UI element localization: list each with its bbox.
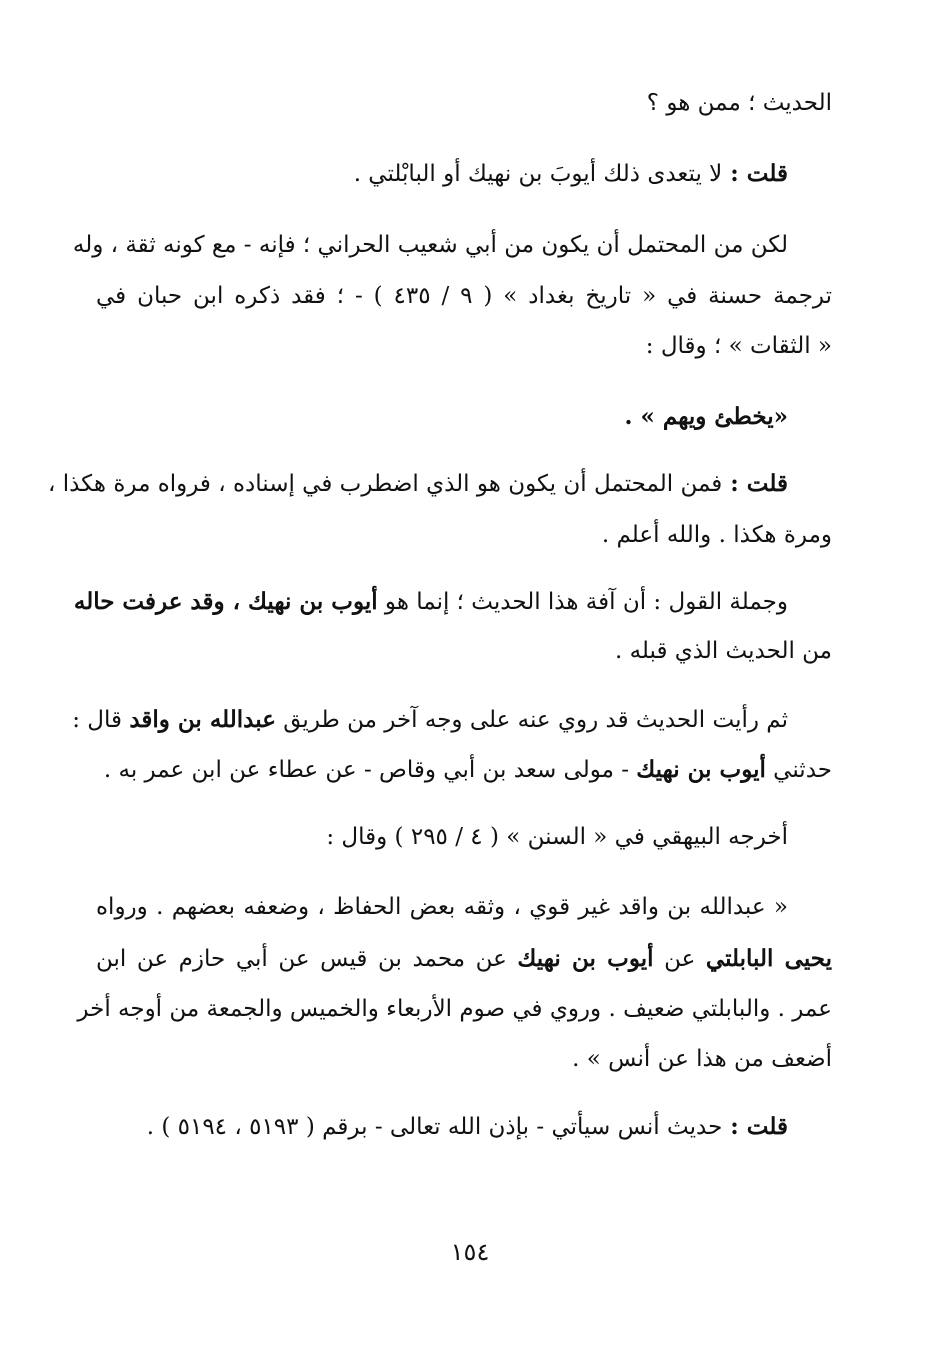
text-line-11 — [72, 703, 788, 737]
text-line-8 — [602, 518, 832, 552]
line-11-part-c: قال : — [72, 707, 130, 733]
line-9-part-a: وجملة القول : أن آفة هذا الحديث ؛ إنما هو — [377, 589, 788, 615]
line-9-part-c: ، وقد عرفت حاله — [73, 588, 249, 615]
line-12-part-c: - مولى سعد بن أبي وقاص - عن عطاء عن ابن عمر به . — [103, 757, 637, 783]
line-10-text: من الحديث الذي قبله . — [614, 638, 832, 664]
text-line-9 — [73, 585, 788, 619]
line-2-text: لا يتعدى ذلك أيوبَ بن نهيك أو البابْلتي . — [353, 161, 723, 187]
text-line-14 — [96, 890, 788, 924]
line-15-bold-name-2: أيوب بن نهيك — [517, 945, 654, 972]
text-line-4 — [96, 279, 832, 313]
line-15-part-b: عن — [653, 946, 706, 972]
line-12-part-a: حدثني — [765, 757, 832, 783]
line-11-part-a: ثم رأيت الحديث قد روي عنه على وجه آخر من طريق — [275, 707, 788, 733]
text-line-3 — [72, 228, 788, 262]
text-line-7 — [47, 467, 788, 501]
line-3-text: لكن من المحتمل أن يكون من أبي شعيب الحراني ؛ فإنه - مع كونه ثقة ، وله — [72, 232, 788, 258]
text-line-12 — [104, 753, 832, 787]
line-18-text: حديث أنس سيأتي - بإذن الله تعالى - برقم ( ٥١٩٣ ، ٥١٩٤ ) . — [146, 1114, 723, 1140]
line-13-text: أخرجه البيهقي في « السنن » ( ٤ / ٢٩٥ ) وقال : — [326, 824, 788, 850]
line-4-text: ترجمة حسنة في « تاريخ بغداد » ( ٩ / ٤٣٥ ) - ؛ فقد ذكره ابن حبان في — [96, 283, 833, 309]
line-7-text: فمن المحتمل أن يكون هو الذي اضطرب في إسناده ، فرواه مرة هكذا ، — [47, 471, 723, 497]
text-line-6 — [625, 400, 788, 434]
line-5-text: « الثقات » ؛ وقال : — [645, 333, 832, 359]
qultu-label: قلت : — [722, 160, 788, 187]
text-line-13 — [326, 820, 788, 854]
page-number: ١٥٤ — [450, 1238, 490, 1266]
text-line-5 — [646, 329, 832, 363]
qultu-label: قلت : — [722, 1113, 788, 1140]
text-line-2 — [354, 157, 788, 191]
line-8-text: ومرة هكذا . والله أعلم . — [601, 522, 832, 548]
text-line-17 — [572, 1042, 832, 1076]
text-line-15 — [96, 942, 832, 976]
line-6-quote: «يخطئ ويهم » . — [624, 403, 788, 430]
line-14-text: « عبدالله بن واقد غير قوي ، وثقه بعض الحفاظ ، وضعفه بعضهم . ورواه — [96, 894, 788, 920]
line-17-text: أضعف من هذا عن أنس » . — [572, 1046, 832, 1072]
text-line-16 — [77, 992, 832, 1026]
qultu-label: قلت : — [722, 470, 788, 497]
line-15-bold-name-1: يحيى البابلتي — [705, 945, 833, 972]
line-15-part-d: عن محمد بن قيس عن أبي حازم عن ابن — [96, 946, 518, 972]
line-16-text: عمر . والبابلتي ضعيف . وروي في صوم الأربعاء والخميس والجمعة من أوجه أخر — [77, 996, 832, 1022]
line-12-bold-name: أيوب بن نهيك — [636, 756, 766, 783]
line-1-text: الحديث ؛ ممن هو ؟ — [646, 90, 832, 116]
line-11-bold-name: عبدالله بن واقد — [129, 706, 276, 733]
text-line-18 — [147, 1110, 788, 1144]
line-9-bold-name: أيوب بن نهيك — [248, 588, 378, 615]
text-line-1 — [647, 86, 832, 120]
text-line-10 — [615, 634, 832, 668]
